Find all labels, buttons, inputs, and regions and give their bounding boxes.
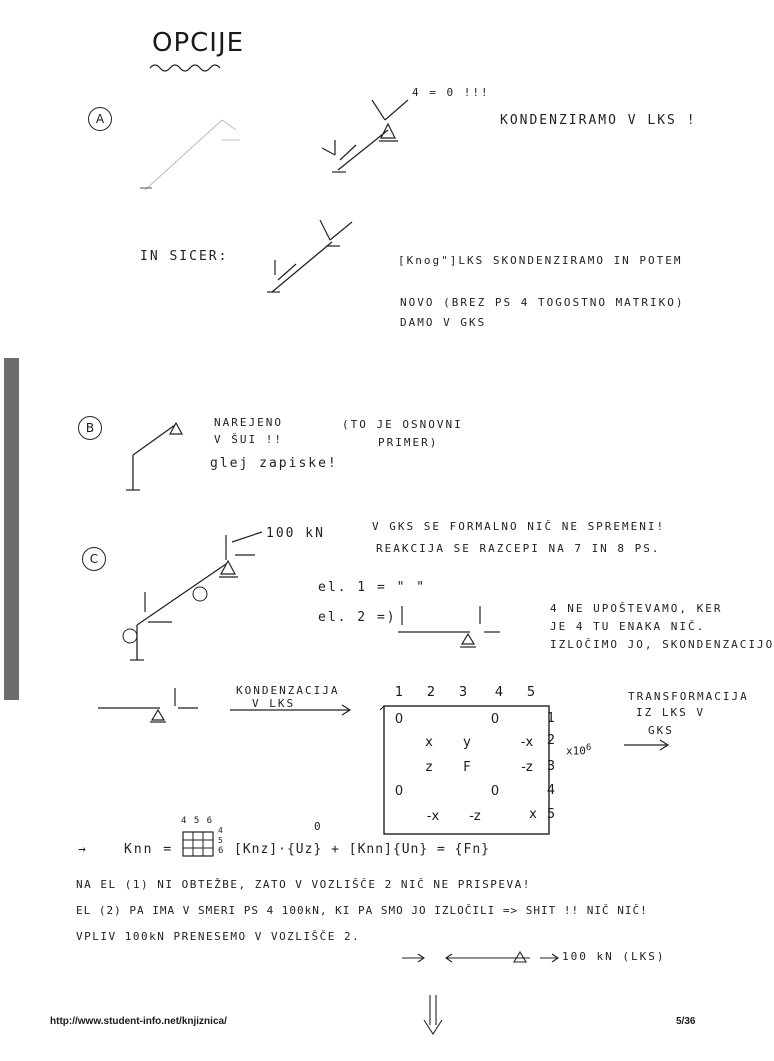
- equation-side-6: 6: [218, 846, 226, 856]
- matrix-header-cell: 5: [526, 685, 536, 700]
- equation-zero: 0: [314, 820, 323, 833]
- load-label: 100 kN: [266, 526, 325, 541]
- matrix-cell: -x: [520, 735, 534, 750]
- kondenzacija-label-2: V LKS: [252, 697, 296, 710]
- kondenzacija-label-1: KONDENZACIJA: [236, 684, 340, 697]
- section-c-note-2: REAKCIJA SE RAZCEPI NA 7 IN 8 PS.: [376, 542, 661, 555]
- section-a-note: KONDENZIRAMO V LKS !: [500, 113, 697, 128]
- section-a-text-3: DAMO V GKS: [400, 316, 487, 329]
- in-sicer-label: IN SICER:: [140, 249, 229, 264]
- matrix-cell: -z: [469, 809, 481, 824]
- el2-label: el. 2 =): [318, 610, 397, 625]
- transformacija-label-2: IZ LKS V: [636, 706, 705, 719]
- matrix-cell: 0: [490, 712, 500, 727]
- equation-arrow: →: [78, 842, 88, 857]
- equation-small-top: 4 5 6: [181, 816, 214, 826]
- equation-side-5: 5: [218, 836, 225, 845]
- matrix-header-cell: 3: [458, 685, 468, 700]
- section-c-note-5: IZLOČIMO JO, SKONDENZACIJO: [550, 638, 774, 651]
- page-title: OPCIJE: [152, 28, 245, 58]
- section-a-text-2: NOVO (BREZ PS 4 TOGOSTNO MATRIKO): [400, 296, 685, 309]
- section-b-note-2: V ŠUI !!: [214, 433, 283, 446]
- section-a-marker: A: [88, 107, 112, 131]
- section-b-note-3: glej zapiske!: [210, 456, 338, 471]
- matrix-header-cell: 1: [394, 685, 404, 700]
- note-line-2: EL (2) PA IMA V SMERI PS 4 100kN, KI PA SMO JO IZLOČILI => SHIT !! NIČ NIČ!: [76, 904, 648, 917]
- note-line-1: NA EL (1) NI OBTEŽBE, ZATO V VOZLIŠČE 2 NIČ NE PRISPEVA!: [76, 878, 531, 891]
- equation-knn: Knn =: [124, 842, 174, 857]
- section-b-note-1: NAREJENO: [214, 416, 283, 429]
- section-c-marker: C: [82, 547, 106, 571]
- matrix-cell: 0: [394, 712, 404, 727]
- matrix-row-label: 1: [546, 711, 556, 726]
- matrix-cell: y: [463, 735, 471, 750]
- matrix-header-cell: 2: [426, 685, 436, 700]
- footer-url[interactable]: http://www.student-info.net/knjiznica/: [50, 1016, 227, 1027]
- equation-rest: [Knz]·{Uz} + [Knn]{Un} = {Fn}: [234, 842, 490, 857]
- equation-side-4: 4: [218, 826, 225, 835]
- load-right-label: 100 kN (LKS): [562, 950, 666, 963]
- matrix-row-label: 4: [546, 783, 556, 798]
- matrix-header-cell: 4: [494, 685, 504, 700]
- matrix-cell: 0: [490, 784, 500, 799]
- matrix-cell: z: [425, 760, 433, 775]
- section-b-paren-2: PRIMER): [378, 436, 439, 449]
- matrix-cell: 0: [394, 784, 404, 799]
- matrix-row-label: 5: [546, 807, 556, 822]
- section-c-note-3: 4 NE UPOŠTEVAMO, KER: [550, 602, 723, 615]
- matrix-row-label: 3: [546, 759, 556, 774]
- matrix-cell: x: [529, 807, 537, 822]
- section-b-paren-1: (TO JE OSNOVNI: [342, 418, 463, 431]
- section-c-note-4: JE 4 TU ENAKA NIČ.: [550, 620, 706, 633]
- transformacija-label-1: TRANSFORMACIJA: [628, 690, 749, 703]
- transformacija-label-3: GKS: [648, 724, 674, 737]
- matrix-factor-exp: 6: [585, 742, 592, 753]
- footer-page-number: 5/36: [676, 1016, 696, 1027]
- note-line-3: VPLIV 100kN PRENESEMO V VOZLIŠČE 2.: [76, 930, 361, 943]
- matrix-factor-value: x10: [566, 744, 586, 758]
- matrix-row-label: 2: [546, 733, 556, 748]
- matrix-cell: -x: [426, 809, 440, 824]
- el1-label: el. 1 = " ": [318, 580, 427, 595]
- section-a-text-1: [Knog"]LKS SKONDENZIRAMO IN POTEM: [398, 254, 683, 267]
- matrix-cell: -z: [521, 760, 533, 775]
- section-c-note-1: V GKS SE FORMALNO NIČ NE SPREMENI!: [372, 520, 666, 533]
- section-b-marker: B: [78, 416, 102, 440]
- matrix-cell: F: [463, 760, 471, 775]
- matrix-cell: x: [425, 735, 433, 750]
- node-4-label: 4 = 0 !!!: [412, 86, 490, 99]
